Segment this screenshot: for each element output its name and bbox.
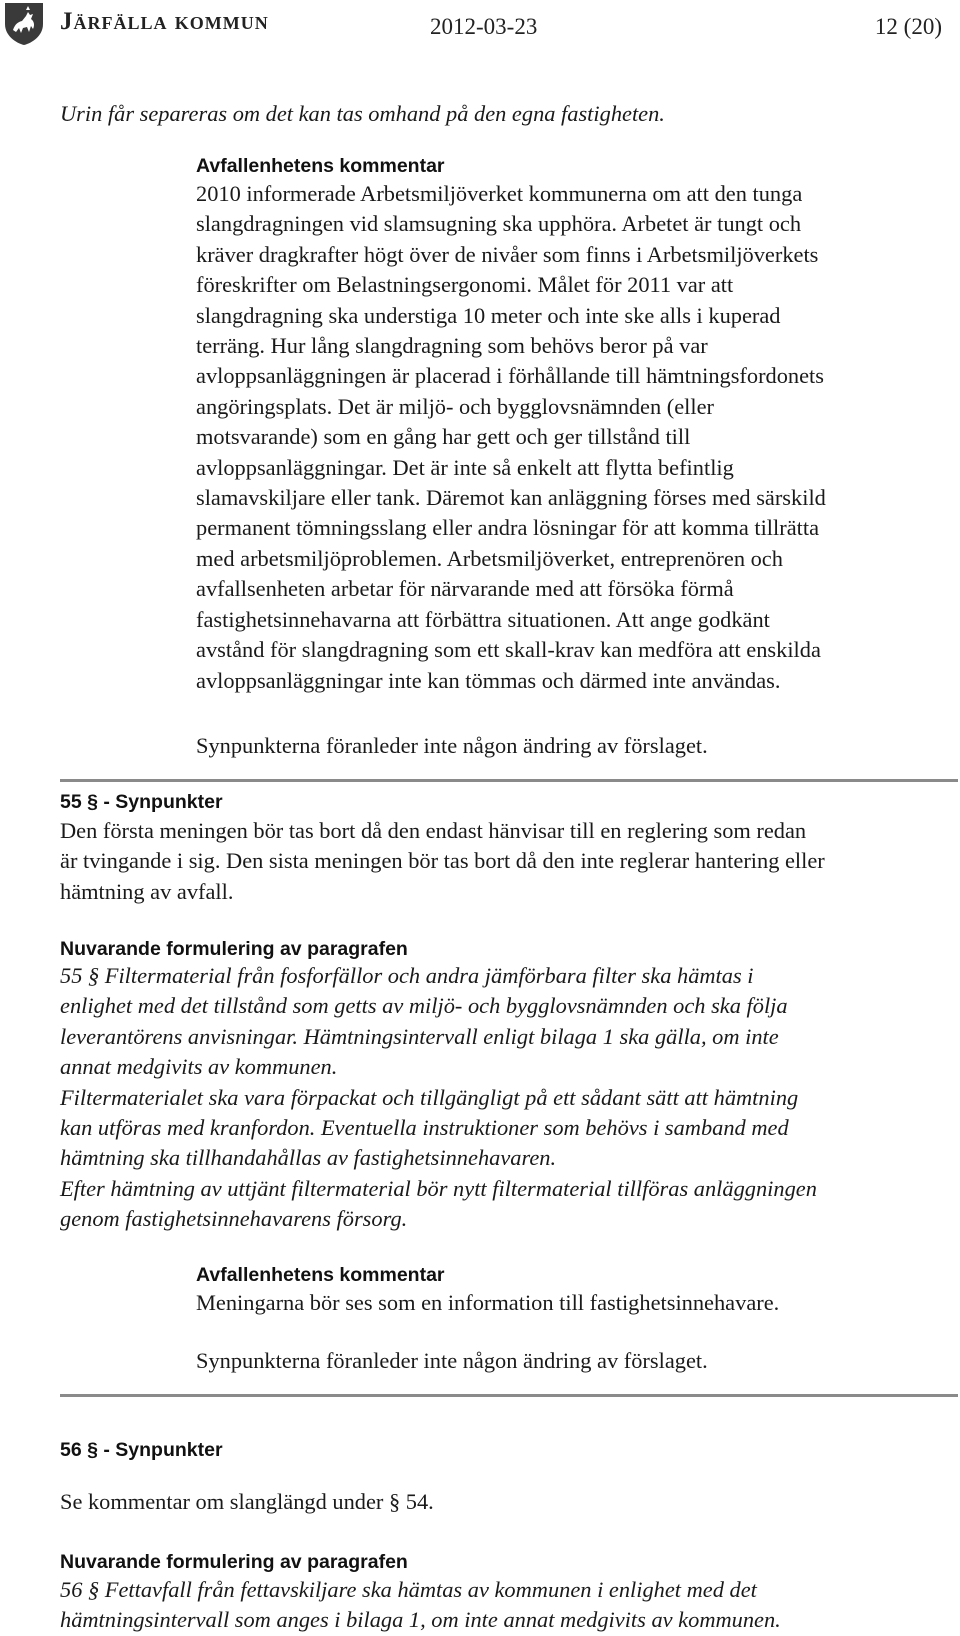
current-wording-heading: Nuvarande formulering av paragrafen [60, 938, 408, 960]
section-56-remark: Se kommentar om slanglängd under § 54. [60, 1489, 434, 1514]
section-55-heading: 55 § - Synpunkter [60, 791, 223, 813]
section-divider [60, 1394, 958, 1397]
section-56-heading: 56 § - Synpunkter [60, 1439, 223, 1461]
current-wording-text: 56 § Fettavfall från fettavskiljare ska hämtas av kommunen i enlighet med det hämtningsintervall som anges i bilaga 1, om inte annat medgivits av kommunen. [60, 1577, 781, 1633]
comment-paragraph: Meningarna bör ses som en information till fastighetsinnehavare. [196, 1290, 780, 1315]
municipality-crest-icon [4, 2, 44, 46]
organization-name: Järfälla kommun [60, 8, 269, 35]
intro-paragraph: Urin får separeras om det kan tas omhand på den egna fastigheten. [60, 101, 665, 126]
page-number: 12 (20) [874, 14, 942, 39]
conclusion-text: Synpunkterna föranleder inte någon ändring av förslaget. [196, 1348, 708, 1373]
section-divider [60, 779, 958, 782]
page-header [0, 0, 960, 56]
conclusion-text: Synpunkterna föranleder inte någon ändring av förslaget. [196, 733, 708, 758]
current-wording-text: 55 § Filtermaterial från fosforfällor och andra jämförbara filter ska hämtas i enlighet med det tillstånd som getts av miljö- och bygglovsnämnden och ska följa leverantörens anvisningar. Hämtningsintervall enligt bilaga 1 ska gälla, om inte annat medgivits av kommunen. Filtermaterialet ska vara förpackat och tillgängligt på ett sådant sätt att hämtning kan utföras med kranfordon. Eventuella instruktioner som behövs i samband med hämtning ska tillhandahållas av fastighetsinnehavaren. Efter hämtning av uttjänt filtermaterial bör nytt filtermaterial tillföras anläggningen genom fastighetsinnehavarens försorg. [60, 963, 817, 1232]
section-55-remark: Den första meningen bör tas bort då den endast hänvisar till en reglering som redan är tvingande i sig. Den sista meningen bör tas bort då den inte reglerar hantering eller hämtning av avfall. [60, 818, 825, 904]
document-date: 2012-03-23 [430, 14, 538, 39]
comment-heading: Avfallenhetens kommentar [196, 155, 445, 177]
comment-heading: Avfallenhetens kommentar [196, 1264, 445, 1286]
comment-paragraph: 2010 informerade Arbetsmiljöverket kommunerna om att den tunga slangdragningen vid slamsugning ska upphöra. Arbetet är tungt och kräver dragkrafter högt över de nivåer som finns i Arbetsmiljöverkets föreskrifter om Belastningsergonomi. Målet för 2011 var att slangdragning ska understiga 10 meter och inte ske alls i kuperad terräng. Hur lång slangdragning som behövs beror på var avloppsanläggningen är placerad i förhållande till hämtningsfordonets angöringsplats. Det är miljö- och bygglovsnämnden (eller motsvarande) som en gång har gett och ger tillstånd till avloppsanläggningar. Det är inte så enkelt att flytta befintlig slamavskiljare eller tank. Däremot kan anläggning förses med särskild permanent tömningsslang eller andra lösningar för att komma tillrätta med arbetsmiljöproblemen. Arbetsmiljöverket, entreprenören och avfallsenheten arbetar för närvarande med att försöka förmå fastighetsinnehavarna att förbättra situationen. Att ange godkänt avstånd för slangdragning som ett skall-krav kan medföra att enskilda avloppsanläggningar inte kan tömmas och därmed inte användas. [196, 181, 826, 693]
current-wording-heading: Nuvarande formulering av paragrafen [60, 1551, 408, 1573]
